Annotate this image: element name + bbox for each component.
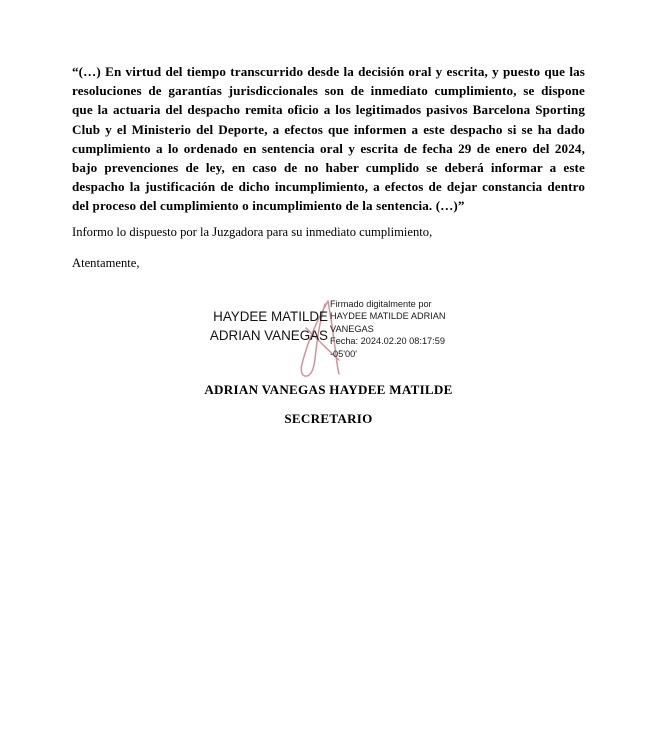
signature-stamp-name-line1: HAYDEE MATILDE (213, 309, 328, 324)
quoted-resolution-paragraph (72, 62, 585, 216)
signature-stamp-name (200, 308, 328, 345)
quote-line: despacho la justificación de dicho incumplimiento, a efectos de dejar constancia dentro (72, 179, 585, 195)
signature-detail-date: Fecha: 2024.02.20 08:17:59 (330, 336, 445, 347)
quote-line: bajo prevenciones de ley, en caso de no haber cumplido se deberá informar a este (72, 160, 585, 176)
quote-line: “(…) En virtud del tiempo transcurrido desde la decisión oral y escrita, y puesto que las (72, 64, 585, 79)
quote-line: del proceso del cumplimiento o incumplimiento de la sentencia. (…)” (72, 198, 465, 214)
signature-detail-line1: Firmado digitalmente por (330, 299, 432, 309)
digital-signature-stamp (200, 296, 462, 380)
atentamente-line: Atentamente, (72, 256, 140, 270)
signer-name: ADRIAN VANEGAS HAYDEE MATILDE (204, 382, 453, 397)
quote-line: cumplimiento a lo ordenado en sentencia oral y escrita de fecha 29 de enero del 2024, (72, 140, 585, 156)
quote-line: Club y el Ministerio del Deporte, a efectos que informen a este despacho si se ha dado (72, 121, 585, 137)
quote-line: que la actuaria del despacho remita oficio a los legitimados pasivos Barcelona Sporting (72, 102, 585, 118)
informo-line: Informo lo dispuesto por la Juzgadora para su inmediato cumplimiento, (72, 225, 433, 239)
signature-detail-line3: VANEGAS (330, 323, 374, 334)
signature-stamp-details (330, 298, 462, 360)
signature-detail-line2: HAYDEE MATILDE ADRIAN (330, 311, 446, 322)
signer-role: SECRETARIO (284, 411, 373, 426)
quote-line: resoluciones de garantías jurisdiccionales son de inmediato cumplimiento, se dispone (72, 83, 585, 99)
signature-stamp-name-line2: ADRIAN VANEGAS (209, 327, 328, 343)
signature-detail-utc-offset: -05'00' (330, 348, 358, 359)
